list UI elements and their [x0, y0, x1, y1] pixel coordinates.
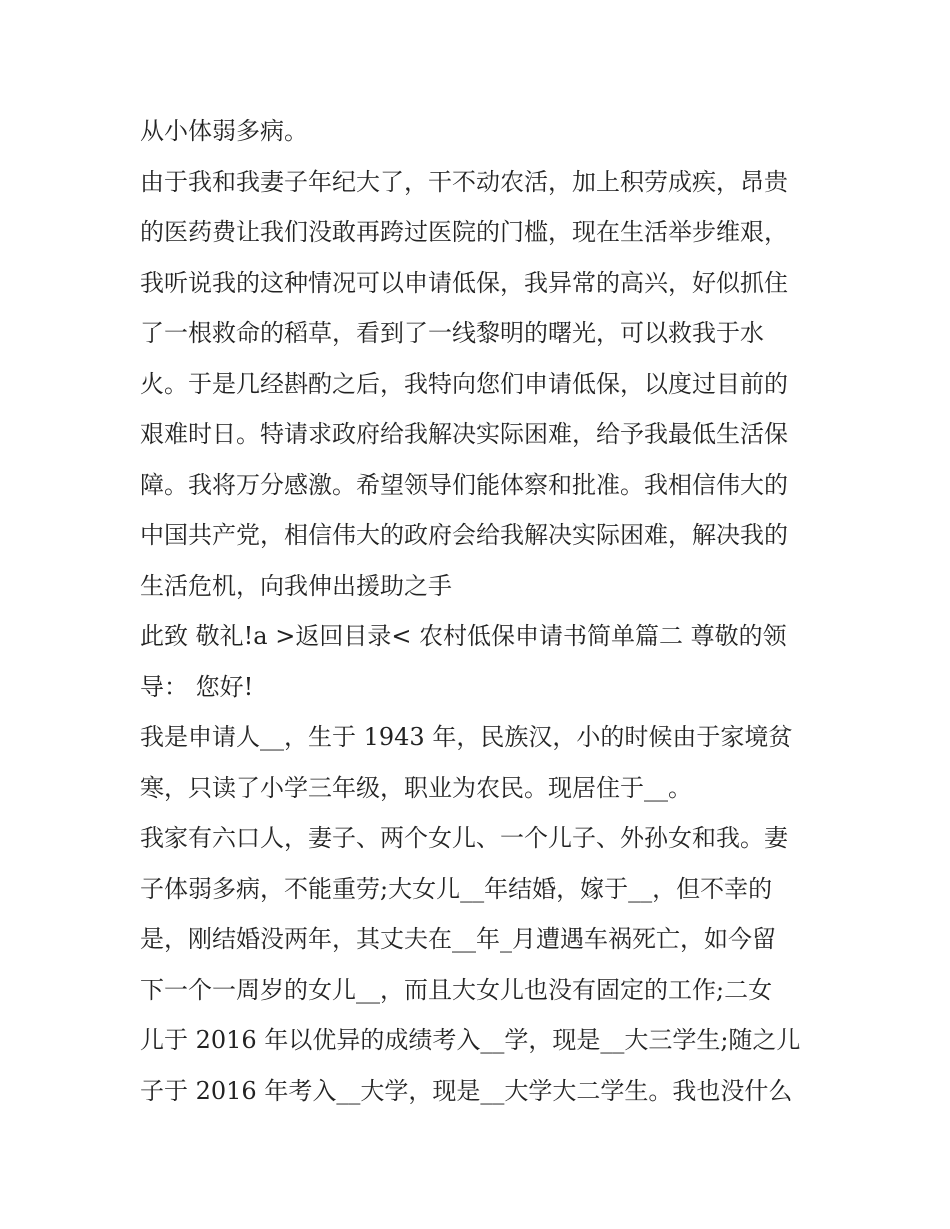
text-line: 由于我和我妻子年纪大了，干不动农活，加上积劳成疾，昂贵 — [140, 167, 788, 196]
text-line: 我是申请人__，生于 1943 年，民族汉，小的时候由于家境贫 — [140, 723, 793, 751]
text-line: 是，刚结婚没两年，其丈夫在__年_月遭遇车祸死亡，如今留 — [140, 925, 776, 953]
text-line: 子体弱多病，不能重劳;大女儿__年结婚，嫁于__，但不幸的 — [140, 874, 773, 903]
text-line: 从小体弱多病。 — [140, 117, 308, 145]
text-line: 儿于 2016 年以优异的成绩考入__学，现是__大三学生;随之儿 — [140, 1026, 801, 1054]
text-line: 我家有六口人，妻子、两个女儿、一个儿子、外孙女和我。妻 — [140, 824, 788, 852]
text-line: 的医药费让我们没敢再跨过医院的门槛，现在生活举步维艰， — [140, 218, 788, 246]
text-line: 寒，只读了小学三年级，职业为农民。现居住于__。 — [140, 773, 692, 802]
text-line: 火。于是几经斟酌之后，我特向您们申请低保，以度过目前的 — [140, 369, 788, 398]
text-line: 了一根救命的稻草，看到了一线黎明的曙光，可以救我于水 — [140, 319, 764, 347]
text-line: 我听说我的这种情况可以申请低保，我异常的高兴，好似抓住 — [140, 268, 788, 297]
text-line: 障。我将万分感激。希望领导们能体察和批准。我相信伟大的 — [140, 470, 788, 499]
text-line: 导： 您好! — [140, 672, 254, 701]
text-line: 子于 2016 年考入__大学，现是__大学大二学生。我也没什么 — [140, 1076, 793, 1105]
text-line: 此致 敬礼!a >返回目录< 农村低保申请书简单篇二 尊敬的领 — [140, 622, 787, 650]
text-line: 下一个一周岁的女儿__，而且大女儿也没有固定的工作;二女 — [140, 975, 773, 1004]
document-body — [140, 106, 820, 1116]
text-line: 生活危机，向我伸出援助之手 — [140, 571, 452, 600]
text-line: 中国共产党，相信伟大的政府会给我解决实际困难，解决我的 — [140, 521, 788, 549]
text-line: 艰难时日。特请求政府给我解决实际困难，给予我最低生活保 — [140, 420, 788, 448]
